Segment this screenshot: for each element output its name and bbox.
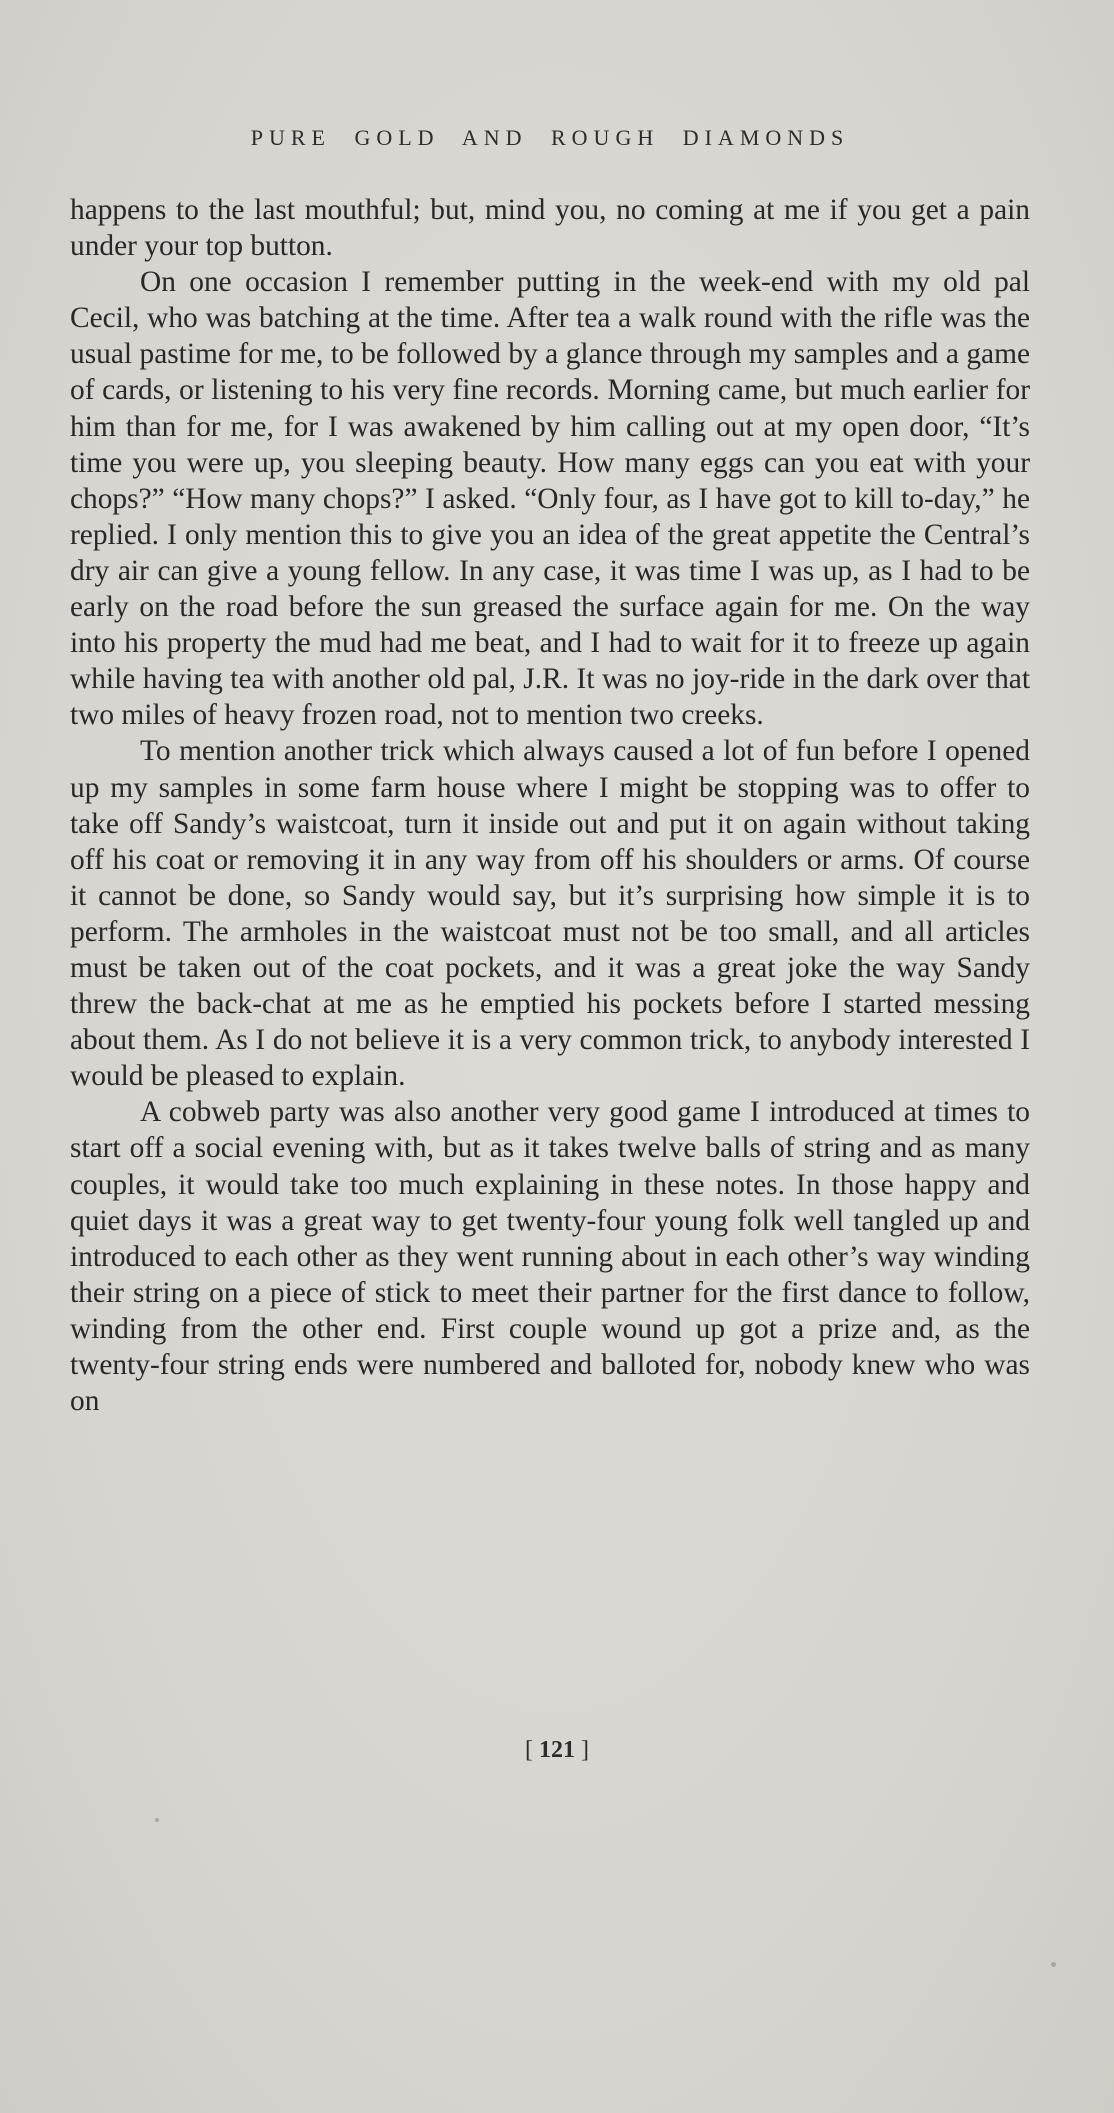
page-number: [0, 1737, 1114, 1764]
paragraph-2: On one occasion I remember putting in the week-end with my old pal Cecil, who was batching at the time. After tea a walk round with the rifle was the usual pastime for me, to be followed by a glance through my samples and a game of cards, or listening to his very fine records. Morning came, but much earlier for him than for me, for I was awakened by him calling out at my open door, “It’s time you were up, you sleeping beauty. How many eggs can you eat with your chops?” “How many chops?” I asked. “Only four, as I have got to kill to-day,” he replied. I only mention this to give you an idea of the great appetite the Central’s dry air can give a young fellow. In any case, it was time I was up, as I had to be early on the road before the sun greased the surface again for me. On the way into his property the mud had me beat, and I had to wait for it to freeze up again while having tea with another old pal, J.R. It was no joy-ride in the dark over that two miles of heavy frozen road, not to mention two creeks.: [70, 266, 1030, 732]
page-number-open-bracket: [: [525, 1737, 533, 1763]
paper-speck: [1051, 1962, 1056, 1967]
paragraph-3: To mention another trick which always caused a lot of fun before I opened up my samples in some farm house where I might be stopping was to offer to take off Sandy’s waistcoat, turn it inside out and put it on again without taking off his coat or removing it in any way from off his shoulders or arms. Of course it cannot be done, so Sandy would say, but it’s surprising how simple it is to perform. The armholes in the waistcoat must not be too small, and all articles must be taken out of the coat pockets, and it was a great joke the way Sandy threw the back-chat at me as he emptied his pockets before I started messing about them. As I do not believe it is a very common trick, to anybody interested I would be pleased to explain.: [70, 735, 1030, 1093]
paragraph-1: happens to the last mouthful; but, mind you, no coming at me if you get a pain under your top button.: [70, 194, 1030, 263]
page-number-close-bracket: ]: [581, 1737, 589, 1763]
paragraph-4: A cobweb party was also another very good game I introduced at times to start off a social evening with, but as it takes twelve balls of string and as many couples, it would take too much explaining in these notes. In those happy and quiet days it was a great way to get twenty-four young folk well tangled up and introduced to each other as they went running about in each other’s way winding their string on a piece of stick to meet their partner for the first dance to follow, winding from the other end. First couple wound up got a prize and, as the twenty-four string ends were numbered and balloted for, nobody knew who was on: [70, 1096, 1030, 1418]
paper-speck: [155, 1818, 159, 1822]
body-text: [70, 192, 1030, 1419]
page-number-value: 121: [539, 1737, 575, 1763]
running-head: PURE GOLD AND ROUGH DIAMONDS: [250, 125, 850, 150]
